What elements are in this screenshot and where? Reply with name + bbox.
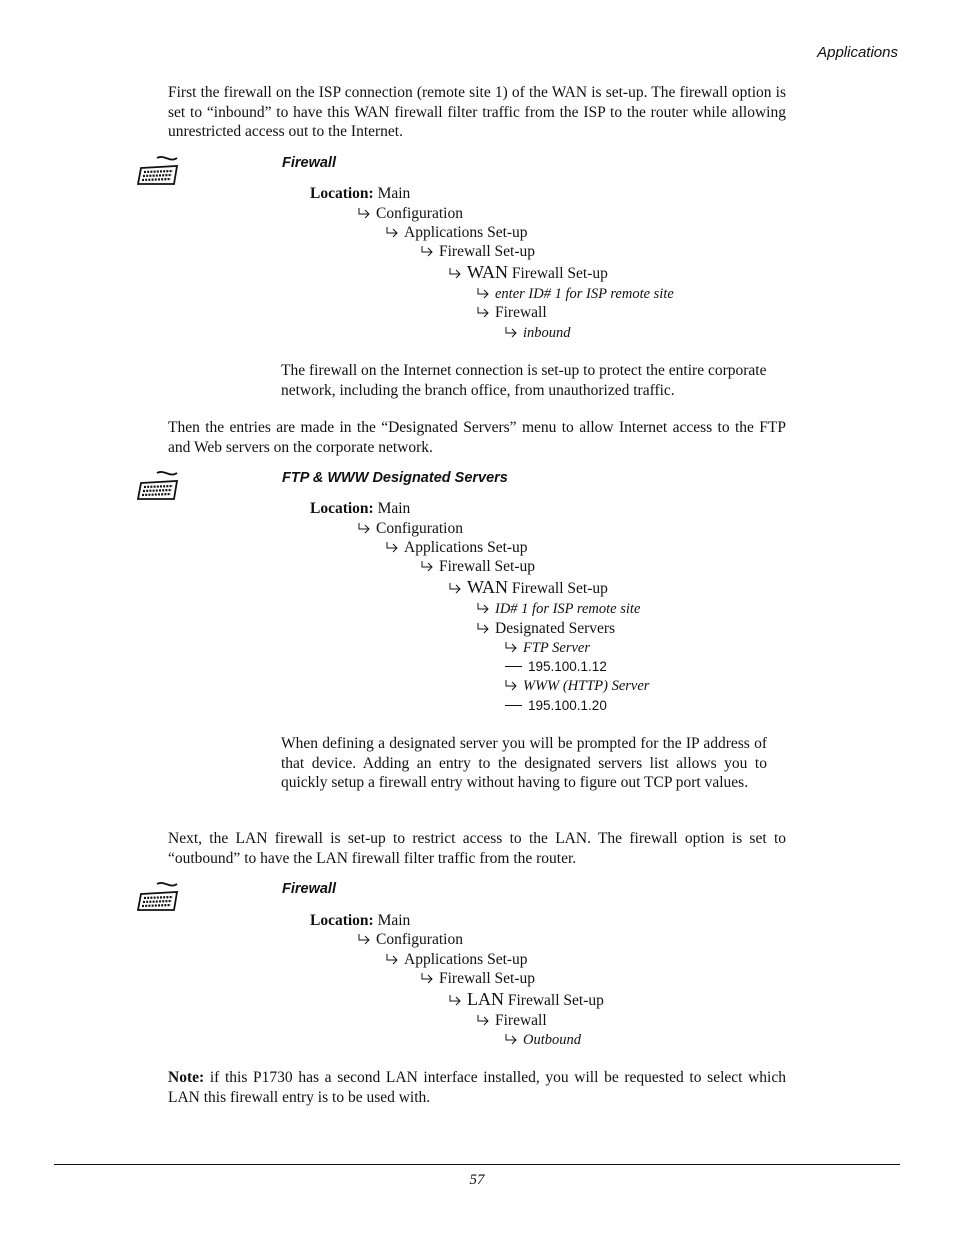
section3-intro: Next, the LAN firewall is set-up to restrict access to the LAN. The firewall option is set to “outbound” to have the LAN firewall filter traffic from the router. <box>168 830 786 867</box>
final-note: Note: if this P1730 has a second LAN interface installed, you will be requested to select which LAN this firewall entry is to be used with. <box>168 1069 786 1106</box>
menu-arrow-icon <box>477 1014 492 1026</box>
menu-arrow-icon <box>421 245 436 257</box>
section3-step-outbound: Outbound <box>505 1030 581 1050</box>
menu-arrow-icon <box>505 641 520 653</box>
section2-step-designated-servers: Designated Servers <box>477 619 615 638</box>
menu-arrow-icon <box>358 933 373 945</box>
section2-step-applications: Applications Set-up <box>386 538 528 557</box>
running-header: Applications <box>817 44 898 61</box>
menu-arrow-icon <box>421 972 436 984</box>
page-number: 57 <box>469 1172 485 1188</box>
menu-arrow-icon <box>505 326 520 338</box>
section1-title: Firewall <box>282 155 336 171</box>
section1-step-firewall: Firewall <box>477 303 547 322</box>
menu-arrow-icon <box>505 1033 520 1045</box>
section1-step-wan: WAN Firewall Set-up <box>449 263 608 283</box>
section3-step-configuration: Configuration <box>358 930 463 949</box>
section2-step-wan: WAN Firewall Set-up <box>449 578 608 598</box>
section1-step-firewall-setup: Firewall Set-up <box>421 242 535 261</box>
section1-note: The firewall on the Internet connection is set-up to protect the entire corporate network, including the branch office, from unauthorized traffic. <box>281 362 767 399</box>
section3-title: Firewall <box>282 881 336 897</box>
menu-arrow-icon <box>449 994 464 1006</box>
keyboard-icon <box>137 881 179 913</box>
section2-location: Location: Main <box>310 500 411 517</box>
section1-step-configuration: Configuration <box>358 204 463 223</box>
menu-arrow-icon <box>505 679 520 691</box>
section3-step-firewall: Firewall <box>477 1011 547 1030</box>
menu-arrow-icon <box>386 226 401 238</box>
menu-arrow-icon <box>386 541 401 553</box>
section2-ftp-ip: 195.100.1.12 <box>505 657 607 676</box>
menu-arrow-icon <box>386 953 401 965</box>
menu-arrow-icon <box>477 622 492 634</box>
section2-step-configuration: Configuration <box>358 519 463 538</box>
section2-step-www-server: WWW (HTTP) Server <box>505 676 649 696</box>
section2-step-id: ID# 1 for ISP remote site <box>477 599 640 619</box>
section3-location: Location: Main <box>310 912 411 929</box>
menu-arrow-icon <box>421 560 436 572</box>
menu-arrow-icon <box>477 602 492 614</box>
section1-step-applications: Applications Set-up <box>386 223 528 242</box>
section2-title: FTP & WWW Designated Servers <box>282 470 508 486</box>
section1-step-id: enter ID# 1 for ISP remote site <box>477 284 674 304</box>
menu-arrow-icon <box>358 522 373 534</box>
menu-arrow-icon <box>449 267 464 279</box>
menu-arrow-icon <box>358 207 373 219</box>
section2-intro: Then the entries are made in the “Designated Servers” menu to allow Internet access to the FTP and Web servers on the corporate network. <box>168 419 786 456</box>
section1-location: Location: Main <box>310 185 411 202</box>
section2-www-ip: 195.100.1.20 <box>505 696 607 715</box>
section3-step-lan: LAN Firewall Set-up <box>449 990 604 1010</box>
section2-step-firewall-setup: Firewall Set-up <box>421 557 535 576</box>
section3-step-applications: Applications Set-up <box>386 950 528 969</box>
section1-intro: First the firewall on the ISP connection (remote site 1) of the WAN is set-up. The firewall option is set to “inbound” to have this WAN firewall filter traffic from the ISP to the router while allowing unrestricted access out to the Internet. <box>168 84 786 140</box>
section2-step-ftp-server: FTP Server <box>505 638 590 658</box>
section2-note: When defining a designated server you will be prompted for the IP address of that device. Adding an entry to the designated servers list allows you to quickly setup a firewall entry without having to figure out TCP port values. <box>281 735 767 791</box>
keyboard-icon <box>137 155 179 187</box>
menu-arrow-icon <box>477 306 492 318</box>
footer-rule <box>54 1164 900 1165</box>
menu-arrow-icon <box>477 287 492 299</box>
keyboard-icon <box>137 470 179 502</box>
menu-arrow-icon <box>449 582 464 594</box>
section3-step-firewall-setup: Firewall Set-up <box>421 969 535 988</box>
section1-step-inbound: inbound <box>505 323 571 343</box>
